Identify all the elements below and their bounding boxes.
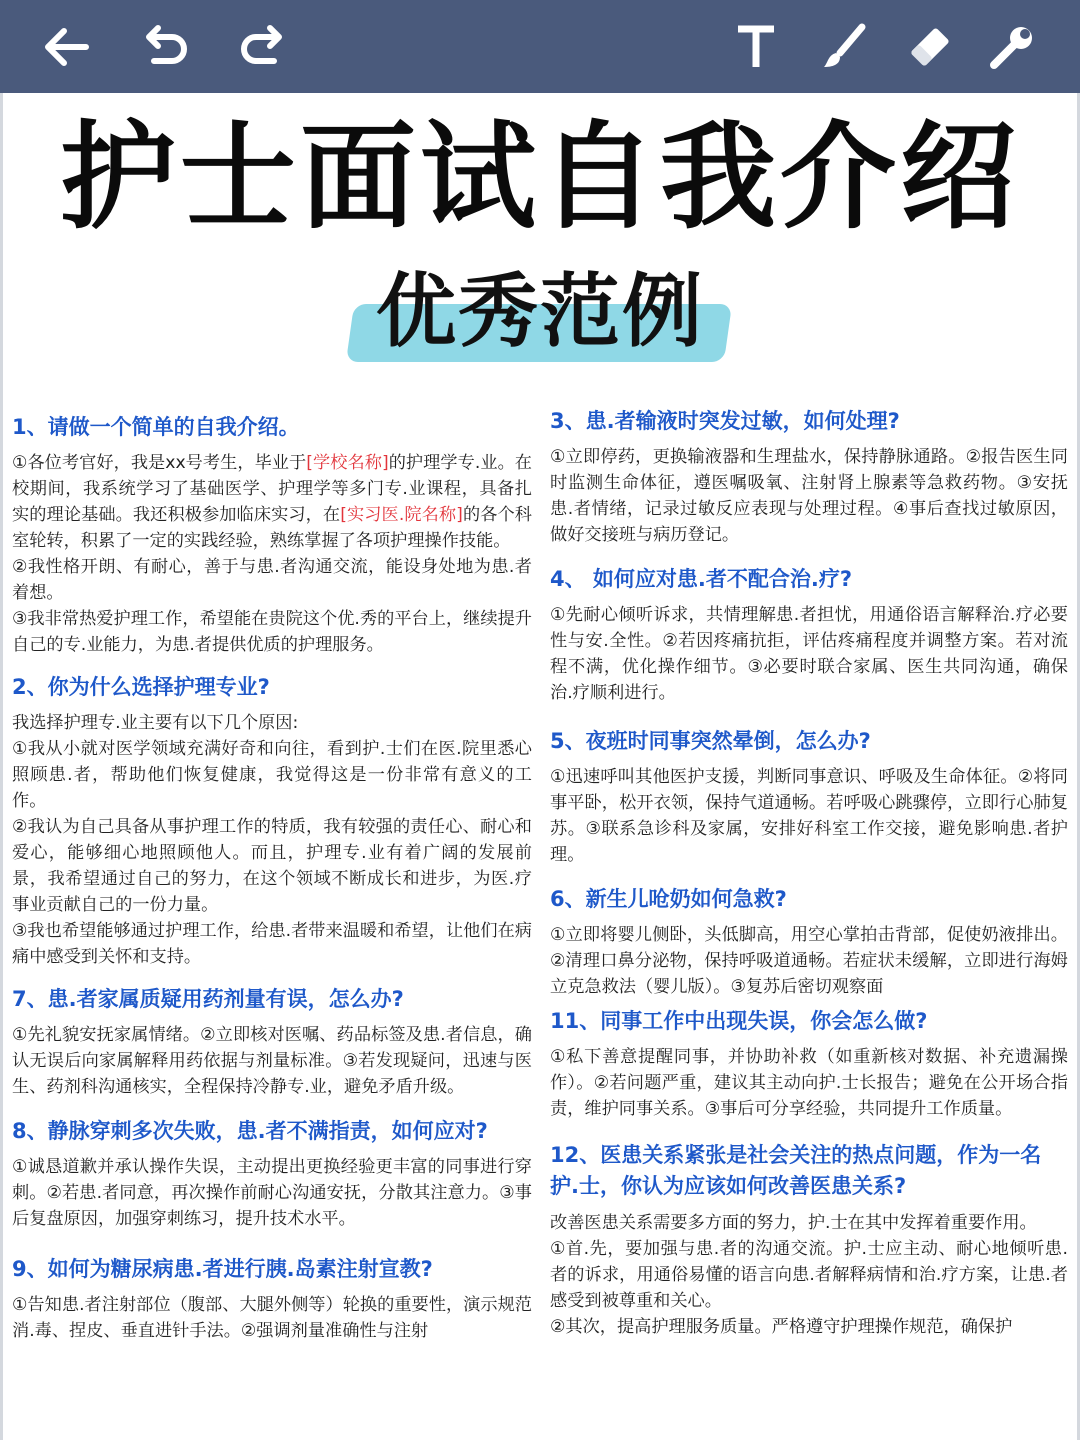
section-8 [12, 1116, 532, 1232]
back-button[interactable] [36, 18, 96, 76]
answer-text: ①各位考官好，我是xx号考生，毕业于 [12, 453, 307, 473]
answer-paragraph: ①私下善意提醒同事，并协助补救（如重新核对数据、补充遗漏操作）。②若问题严重，建议其主动向护.士长报告；避免在公开场合指责，维护同事关系。③事后可分享经验，共同提升工作质量。 [550, 1047, 1068, 1119]
question-heading: 4、 如何应对患.者不配合治.疗? [550, 567, 853, 591]
question-heading: 11、同事工作中出现失误，你会怎么做? [550, 1009, 928, 1033]
question-heading: 12、医患关系紧张是社会关注的热点问题，作为一名护.士，你认为应该如何改善医患关系? [550, 1143, 1042, 1198]
answer-paragraph [12, 450, 532, 554]
answer-paragraph: ③我也希望能够通过护理工作，给患.者带来温暖和希望，让他们在病痛中感受到关怀和支持。 [12, 921, 532, 967]
section-4 [550, 564, 1068, 706]
question-heading: 7、患.者家属质疑用药剂量有误，怎么办? [12, 987, 404, 1011]
undo-icon [140, 21, 192, 73]
question-heading: 5、夜班时同事突然晕倒，怎么办? [550, 729, 871, 753]
answer-paragraph: ②其次，提高护理服务质量。严格遵守护理操作规范，确保护 [550, 1317, 1013, 1337]
answer-text: 的各个科室轮转，积累了一定的实践经验，熟练掌握了各项护理操作技能。 [12, 505, 532, 551]
question-heading: 3、患.者输液时突发过敏，如何处理? [550, 409, 900, 433]
page-title: 护士面试自我介绍 [60, 110, 1020, 245]
section-6 [550, 884, 1068, 1004]
brush-tool-button[interactable] [814, 18, 874, 76]
arrow-left-icon [40, 21, 92, 73]
text-tool-icon [730, 21, 782, 73]
section-2 [12, 672, 532, 970]
settings-button[interactable] [982, 18, 1042, 76]
top-toolbar [0, 0, 1080, 93]
question-heading: 1、请做一个简单的自我介绍。 [12, 415, 300, 439]
placeholder-hospital: [实习医.院名称] [340, 505, 463, 525]
answer-paragraph: ①立即停药，更换输液器和生理盐水，保持静脉通路。②报告医生同时监测生命体征，遵医嘱吸氧、注射肾上腺素等急救药物。③安抚患.者情绪，记录过敏反应表现与处理过程。④事后查找过敏原因，做好交接班与病历登记。 [550, 447, 1068, 545]
answer-paragraph: ③我非常热爱护理工作，希望能在贵院这个优.秀的平台上，继续提升自己的专.业能力，为患.者提供优质的护理服务。 [12, 609, 532, 655]
undo-button[interactable] [136, 18, 196, 76]
question-heading: 6、新生儿呛奶如何急救? [550, 887, 787, 911]
answer-paragraph: ②我认为自己具备从事护理工作的特质，我有较强的责任心、耐心和爱心，能够细心地照顾他人。而且，护理专.业有着广阔的发展前景，我希望通过自己的努力，在这个领域不断成长和进步，为医.疗事业贡献自己的一份力量。 [12, 817, 532, 915]
question-heading: 9、如何为糖尿病患.者进行胰.岛素注射宣教? [12, 1257, 433, 1281]
answer-paragraph: ①立即将婴儿侧卧，头低脚高，用空心掌拍击背部，促使奶液排出。②清理口鼻分泌物，保持呼吸道通畅。若症状未缓解，立即进行海姆立克急救法（婴儿版）。③复苏后密切观察面 [550, 925, 1068, 997]
section-1 [12, 412, 532, 658]
eraser-icon [904, 21, 956, 73]
section-12 [550, 1140, 1068, 1340]
question-heading: 2、你为什么选择护理专业? [12, 675, 270, 699]
text-tool-button[interactable] [726, 18, 786, 76]
section-7 [12, 984, 532, 1100]
subtitle-block [0, 262, 1080, 372]
answer-paragraph: ①告知患.者注射部位（腹部、大腿外侧等）轮换的重要性，演示规范消.毒、捏皮、垂直进针手法。②强调剂量准确性与注射 [12, 1295, 532, 1341]
answer-paragraph: ②我性格开朗、有耐心，善于与患.者沟通交流，能设身处地为患.者着想。 [12, 557, 532, 603]
page-subtitle: 优秀范例 [376, 265, 704, 358]
section-3 [550, 406, 1068, 548]
brush-icon [818, 21, 870, 73]
wrench-icon [986, 21, 1038, 73]
placeholder-school: [学校名称] [306, 453, 389, 473]
answer-paragraph: 我选择护理专.业主要有以下几个原因: [12, 713, 299, 733]
answer-text: 的护理学专.业。在校期间，我系统学习了基础医学、护理学等多门专.业课程，具备扎实的理论基础。我还积极参加临床实习，在 [12, 453, 532, 525]
section-9 [12, 1254, 532, 1344]
question-heading: 8、静脉穿刺多次失败，患.者不满指责，如何应对? [12, 1119, 488, 1143]
answer-paragraph: ①先礼貌安抚家属情绪。②立即核对医嘱、药品标签及患.者信息，确认无误后向家属解释用药依据与剂量标准。③若发现疑问，迅速与医生、药剂科沟通核实，全程保持冷静专.业，避免矛盾升级。 [12, 1025, 532, 1097]
answer-paragraph: 改善医患关系需要多方面的努力，护.士在其中发挥着重要作用。 [550, 1213, 1037, 1233]
left-column [12, 412, 532, 1356]
right-column [550, 406, 1068, 1352]
redo-icon [236, 21, 288, 73]
section-5 [550, 726, 1068, 868]
answer-paragraph: ①先耐心倾听诉求，共情理解患.者担忧，用通俗语言解释治.疗必要性与安.全性。②若因疼痛抗拒，评估疼痛程度并调整方案。若对流程不满，优化操作细节。③必要时联合家属、医生共同沟通，确保治.疗顺利进行。 [550, 605, 1068, 703]
answer-paragraph: ①诚恳道歉并承认操作失误，主动提出更换经验更丰富的同事进行穿刺。②若患.者同意，再次操作前耐心沟通安抚，分散其注意力。③事后复盘原因，加强穿刺练习，提升技术水平。 [12, 1157, 532, 1229]
redo-button[interactable] [232, 18, 292, 76]
answer-paragraph: ①迅速呼叫其他医护支援，判断同事意识、呼吸及生命体征。②将同事平卧，松开衣领，保持气道通畅。若呼吸心跳骤停，立即行心肺复苏。③联系急诊科及家属，安排好科室工作交接，避免影响患.者护理。 [550, 767, 1068, 865]
section-11 [550, 1006, 1068, 1122]
answer-paragraph: ①首.先，要加强与患.者的沟通交流。护.士应主动、耐心地倾听患.者的诉求，用通俗易懂的语言向患.者解释病情和治.疗方案，让患.者感受到被尊重和关心。 [550, 1239, 1068, 1311]
eraser-tool-button[interactable] [900, 18, 960, 76]
answer-paragraph: ①我从小就对医学领域充满好奇和向往，看到护.士们在医.院里悉心照顾患.者，帮助他们恢复健康，我觉得这是一份非常有意义的工作。 [12, 739, 532, 811]
